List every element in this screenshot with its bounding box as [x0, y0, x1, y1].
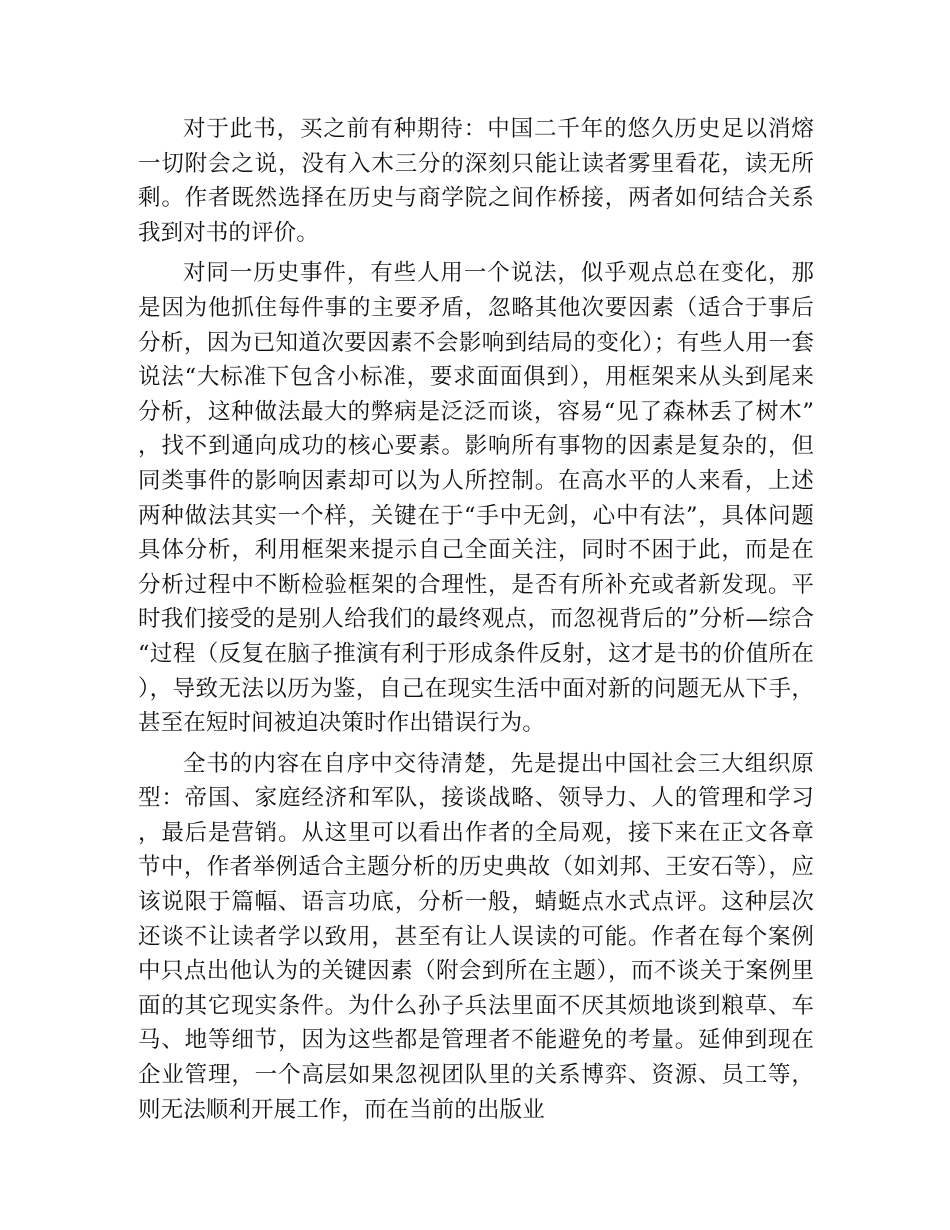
document-page — [138, 112, 814, 1133]
paragraph-2: 对同一历史事件，有些人用一个说法，似乎观点总在变化，那是因为他抓住每件事的主要矛盾，忽略其他次要因素（适合于事后分析，因为已知道次要因素不会影响到结局的变化）；有些人用一套说法“大标准下包含小标准，要求面面俱到），用框架来从头到尾来分析，这种做法最大的弊病是泛泛而谈，容易“见了森林丢了树木”，找不到通向成功的核心要素。影响所有事物的因素是复杂的，但同类事件的影响因素却可以为人所控制。在高水平的人来看，上述两种做法其实一个样，关键在于“手中无剑，心中有法”，具体问题具体分析，利用框架来提示自己全面关注，同时不困于此，而是在分析过程中不断检验框架的合理性，是否有所补充或者新发现。平时我们接受的是别人给我们的最终观点，而忽视背后的”分析—综合“过程（反复在脑子推演有利于形成条件反射，这才是书的价值所在），导致无法以历为鉴，自己在现实生活中面对新的问题无从下手，甚至在短时间被迫决策时作出错误行为。 — [138, 260, 814, 737]
paragraph-3: 全书的内容在自序中交待清楚，先是提出中国社会三大组织原型：帝国、家庭经济和军队，接谈战略、领导力、人的管理和学习，最后是营销。从这里可以看出作者的全局观，接下来在正文各章节中，作者举例适合主题分析的历史典故（如刘邦、王安石等），应该说限于篇幅、语言功底，分析一般，蜻蜓点水式点评。这种层次还谈不让读者学以致用，甚至有让人误读的可能。作者在每个案例中只点出他认为的关键因素（附会到所在主题），而不谈关于案例里面的其它现实条件。为什么孙子兵法里面不厌其烦地谈到粮草、车马、地等细节，因为这些都是管理者不能避免的考量。延伸到现在企业管理，一个高层如果忽视团队里的关系博弈、资源、员工等，则无法顺利开展工作，而在当前的出版业 — [138, 750, 814, 1123]
paragraph-1: 对于此书，买之前有种期待：中国二千年的悠久历史足以消熔一切附会之说，没有入木三分的深刻只能让读者雾里看花，读无所剩。作者既然选择在历史与商学院之间作桥接，两者如何结合关系我到对书的评价。 — [138, 116, 814, 246]
